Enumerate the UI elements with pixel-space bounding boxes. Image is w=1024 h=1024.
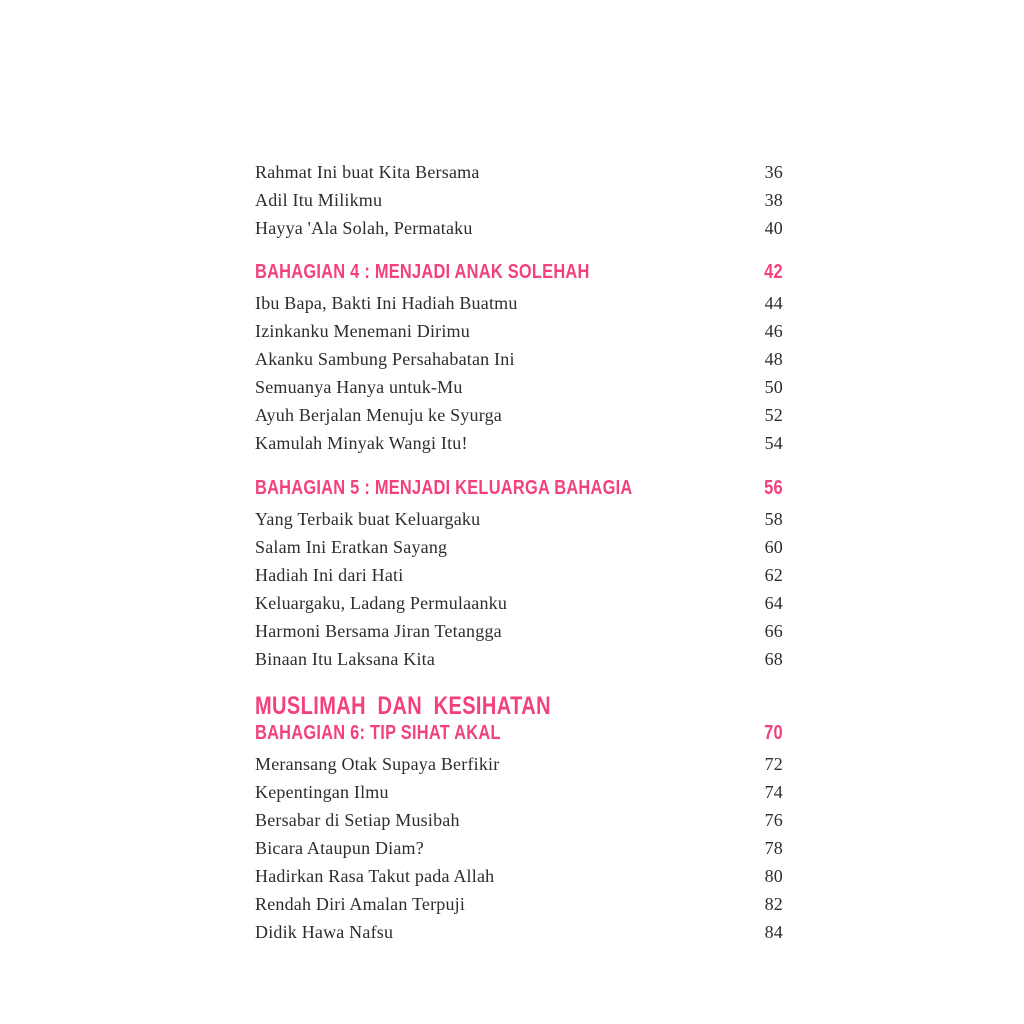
entry-page-number: 46 bbox=[764, 320, 783, 341]
entry-page-number: 82 bbox=[764, 893, 783, 914]
entry-title: Ibu Bapa, Bakti Ini Hadiah Buatmu bbox=[255, 292, 518, 313]
entry-page-number: 84 bbox=[764, 921, 783, 942]
toc-part-title bbox=[255, 693, 783, 719]
section-page-number: 56 bbox=[764, 476, 783, 499]
toc-entry bbox=[255, 186, 783, 214]
entry-title: Izinkanku Menemani Dirimu bbox=[255, 320, 470, 341]
entry-page-number: 40 bbox=[764, 217, 783, 238]
entry-page-number: 58 bbox=[764, 508, 783, 529]
table-of-contents bbox=[255, 158, 783, 946]
entry-page-number: 36 bbox=[764, 161, 783, 182]
toc-entry bbox=[255, 373, 783, 401]
toc-section-heading bbox=[255, 258, 783, 286]
entry-title: Binaan Itu Laksana Kita bbox=[255, 648, 436, 669]
entry-page-number: 50 bbox=[764, 376, 783, 397]
section-page-number: 70 bbox=[764, 721, 783, 744]
toc-entry bbox=[255, 401, 783, 429]
toc-entry bbox=[255, 289, 783, 317]
toc-section-heading bbox=[255, 719, 783, 747]
entry-title: Ayuh Berjalan Menuju ke Syurga bbox=[255, 404, 502, 425]
toc-entry bbox=[255, 890, 783, 918]
section-title: BAHAGIAN 4 : MENJADI ANAK SOLEHAH bbox=[255, 260, 590, 283]
toc-entry bbox=[255, 778, 783, 806]
entry-title: Keluargaku, Ladang Permulaanku bbox=[255, 592, 508, 613]
entry-title: Didik Hawa Nafsu bbox=[255, 921, 394, 942]
entry-title: Kepentingan Ilmu bbox=[255, 781, 389, 802]
toc-entry bbox=[255, 214, 783, 242]
toc-entry bbox=[255, 834, 783, 862]
toc-entry bbox=[255, 750, 783, 778]
section-title: BAHAGIAN 6: TIP SIHAT AKAL bbox=[255, 721, 501, 744]
entry-page-number: 60 bbox=[764, 536, 783, 557]
entry-page-number: 44 bbox=[764, 292, 783, 313]
section-title: BAHAGIAN 5 : MENJADI KELUARGA BAHAGIA bbox=[255, 476, 633, 499]
entry-page-number: 66 bbox=[764, 620, 783, 641]
toc-entry bbox=[255, 505, 783, 533]
entry-title: Hayya 'Ala Solah, Permataku bbox=[255, 217, 473, 238]
entry-page-number: 72 bbox=[764, 753, 783, 774]
entry-title: Hadiah Ini dari Hati bbox=[255, 564, 404, 585]
entry-title: Bicara Ataupun Diam? bbox=[255, 837, 424, 858]
entry-page-number: 74 bbox=[764, 781, 783, 802]
entry-title: Hadirkan Rasa Takut pada Allah bbox=[255, 865, 495, 886]
toc-entry bbox=[255, 617, 783, 645]
entry-title: Akanku Sambung Persahabatan Ini bbox=[255, 348, 515, 369]
toc-section-heading bbox=[255, 474, 783, 502]
entry-title: Salam Ini Eratkan Sayang bbox=[255, 536, 448, 557]
entry-page-number: 76 bbox=[764, 809, 783, 830]
toc-entry bbox=[255, 589, 783, 617]
toc-entry bbox=[255, 645, 783, 673]
toc-entry bbox=[255, 345, 783, 373]
toc-entry bbox=[255, 862, 783, 890]
toc-entry bbox=[255, 918, 783, 946]
entry-title: Rendah Diri Amalan Terpuji bbox=[255, 893, 466, 914]
toc-entry bbox=[255, 561, 783, 589]
toc-entry bbox=[255, 158, 783, 186]
toc-entry bbox=[255, 429, 783, 457]
entry-title: Rahmat Ini buat Kita Bersama bbox=[255, 161, 480, 182]
toc-entry bbox=[255, 317, 783, 345]
entry-page-number: 68 bbox=[764, 648, 783, 669]
entry-title: Semuanya Hanya untuk-Mu bbox=[255, 376, 463, 397]
entry-page-number: 64 bbox=[764, 592, 783, 613]
entry-page-number: 78 bbox=[764, 837, 783, 858]
entry-title: Kamulah Minyak Wangi Itu! bbox=[255, 432, 468, 453]
toc-entry bbox=[255, 806, 783, 834]
toc-entry bbox=[255, 533, 783, 561]
entry-page-number: 80 bbox=[764, 865, 783, 886]
entry-title: Adil Itu Milikmu bbox=[255, 189, 383, 210]
entry-page-number: 52 bbox=[764, 404, 783, 425]
entry-title: Bersabar di Setiap Musibah bbox=[255, 809, 460, 830]
entry-page-number: 38 bbox=[764, 189, 783, 210]
entry-title: Meransang Otak Supaya Berfikir bbox=[255, 753, 500, 774]
entry-title: Yang Terbaik buat Keluargaku bbox=[255, 508, 481, 529]
entry-page-number: 48 bbox=[764, 348, 783, 369]
entry-title: Harmoni Bersama Jiran Tetangga bbox=[255, 620, 502, 641]
part-title-text: MUSLIMAH DAN KESIHATAN bbox=[255, 691, 551, 720]
entry-page-number: 54 bbox=[764, 432, 783, 453]
entry-page-number: 62 bbox=[764, 564, 783, 585]
section-page-number: 42 bbox=[764, 260, 783, 283]
